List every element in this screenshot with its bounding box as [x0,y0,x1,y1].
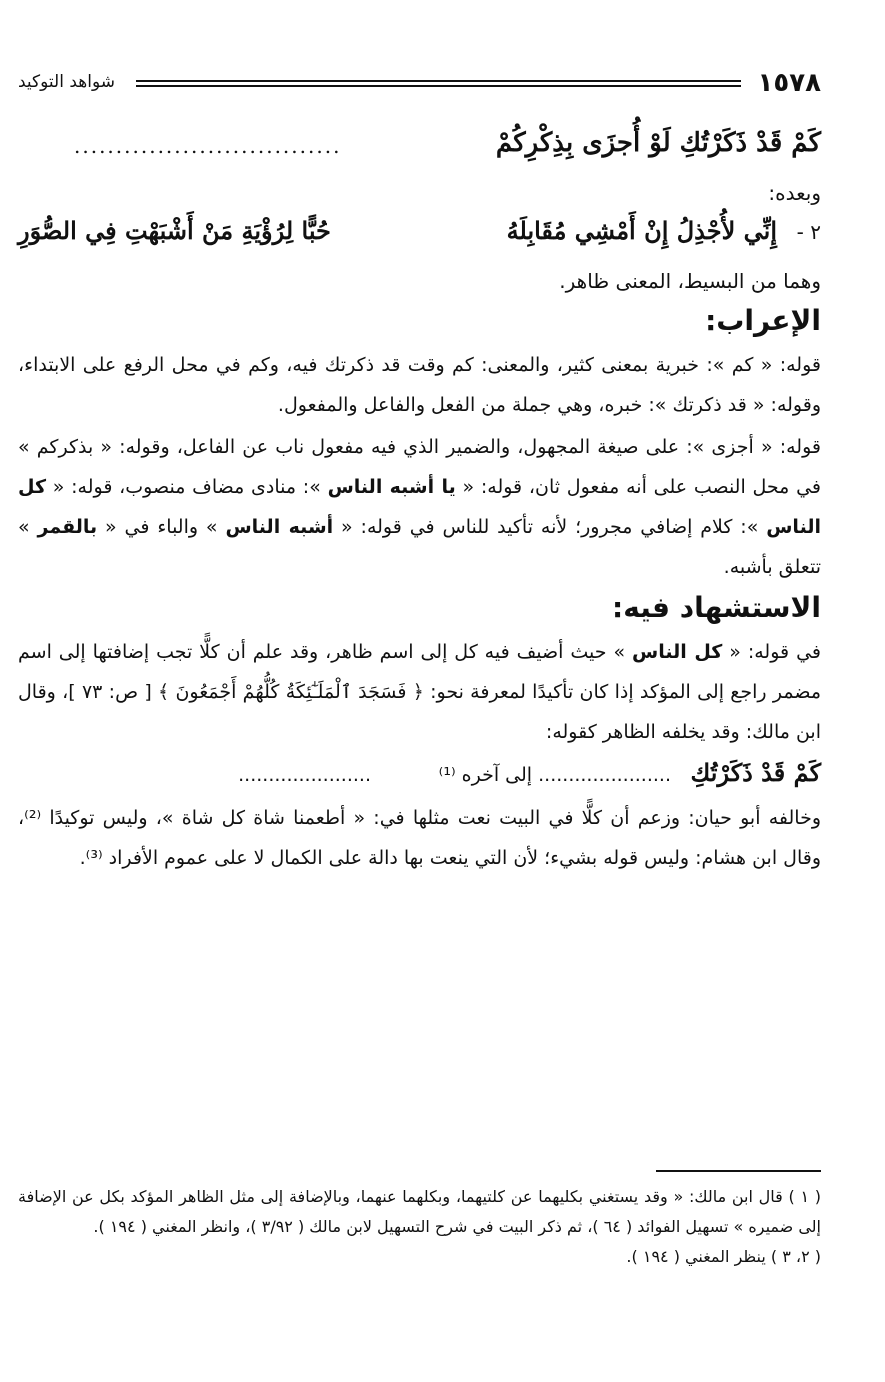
header-double-rule [136,80,741,87]
ist-text-a: في قوله: « [729,641,821,663]
footnote-2-3: ( ٢، ٣ ) ينظر المغني ( ١٩٤ ). [626,1247,821,1266]
meter-note: وهما من البسيط، المعنى ظاهر. [559,269,821,293]
verse-top-dots: ................................ [74,134,342,158]
verse-2-number: ٢ - [796,220,821,244]
istishhad-heading: الاستشهاد فيه: [612,591,821,624]
verse-cited-dots-1: ...................... إلى آخره ⁽¹⁾ [438,764,671,786]
i3rab-paragraph-1: قوله: « كم »: خبرية بمعنى كثير، والمعنى: كم وقت قد ذكرتك فيه، وكم في محل الرفع على الابتداء، وقوله: « قد ذكرتك »: خبره، وهي جملة من الفعل والفاعل والمفعول. [18,354,821,416]
verse-2-second-hemistich: حُبًّا لِرُؤْيَةِ مَنْ أَشْبَهْتِ فِي الصُّوَرِ [18,216,331,245]
page-body [18,124,821,880]
p2-em-ashbah-alnas: أشبه الناس [225,516,334,538]
verse-top-hemistich: كَمْ قَدْ ذَكَرْتُكِ لَوْ أُجزَى بِذِكْرِكُمْ [495,128,821,158]
istishhad-paragraph-1 [18,632,821,752]
verse-cited [18,754,821,798]
istishhad-paragraph-2: وخالفه أبو حيان: وزعم أن كلًّا في البيت نعت مثلها في: « أطعمنا شاة كل شاة »، وليس توكيدًا ⁽²⁾، وقال ابن هشام: وليس قوله بشيء؛ لأن التي ينعت بها دالة على الكمال لا على عموم الأفراد ⁽³⁾. [18,807,821,869]
footnote-1: ( ١ ) قال ابن مالك: « وقد يستغني بكليهما عن كلتيهما، وبكلهما عنهما، وبالإضافة إلى مثل الظاهر المؤكد بكل عن الإضافة إلى ضميره » تسهيل الفوائد ( ٦٤ )، ثم ذكر البيت في شرح التسهيل لابن مالك ( ٣/٩٢ )، وانظر المغني ( ١٩٤ ). [18,1187,821,1236]
verse-2-first-hemistich: إِنِّي لأُجْذِلُ إِنْ أَمْشِي مُقَابِلَهُ [506,216,777,245]
p2-em-kull-alnas: كل الناس [18,476,821,538]
p2-text-a: قوله: « أجزى »: على صيغة المجهول، والضمير الذي فيه مفعول ناب عن الفاعل، وقوله: « بذكركم » في محل النصب على أنه مفعول ثان، قوله: « [18,436,821,498]
footnote-separator [656,1170,821,1172]
page-number: ١٥٧٨ [757,68,821,98]
i3rab-heading: الإعراب: [705,304,821,337]
p2-text-c: »: منادى مضاف منصوب، قوله: « [52,476,321,498]
footnotes [18,1182,821,1272]
running-title: شواهد التوكيد [18,72,116,92]
p2-em-ya-ashbah: يا أشبه الناس [327,476,456,498]
ist-text-c: » حيث أضيف فيه كل إلى اسم ظاهر، وقد علم أن كلًّا تجب إضافتها إلى اسم مضمر راجع إلى المؤكد إذا كان تأكيدًا لمعرفة نحو: ﴿ فَسَجَدَ ٱلْمَلَـٰٓئِكَةُ كُلُّهُمْ أَجْمَعُونَ ﴾ [ ص: ٧٣ ]، وقال ابن مالك: وقد يخلفه الظاهر كقوله: [18,641,821,743]
p2-text-e: »: كلام إضافي مجرور؛ لأنه تأكيد للناس في قوله: « [341,516,759,538]
p2-text-i: » تتعلق بأشبه. [18,516,821,578]
i3rab-paragraph-2 [18,427,821,587]
p2-em-bilqamar: بالقمر [37,516,98,538]
verse-cited-dots-2: ...................... [238,764,371,786]
page-header [18,64,821,104]
verse-cited-hemistich: كَمْ قَدْ ذَكَرْتُكِ [690,758,821,787]
after-label: وبعده: [768,181,821,205]
verse-2 [18,212,821,262]
ist-em-kull-alnas: كل الناس [632,641,723,663]
p2-text-g: » والباء في « [105,516,218,538]
verse-top [18,124,821,174]
